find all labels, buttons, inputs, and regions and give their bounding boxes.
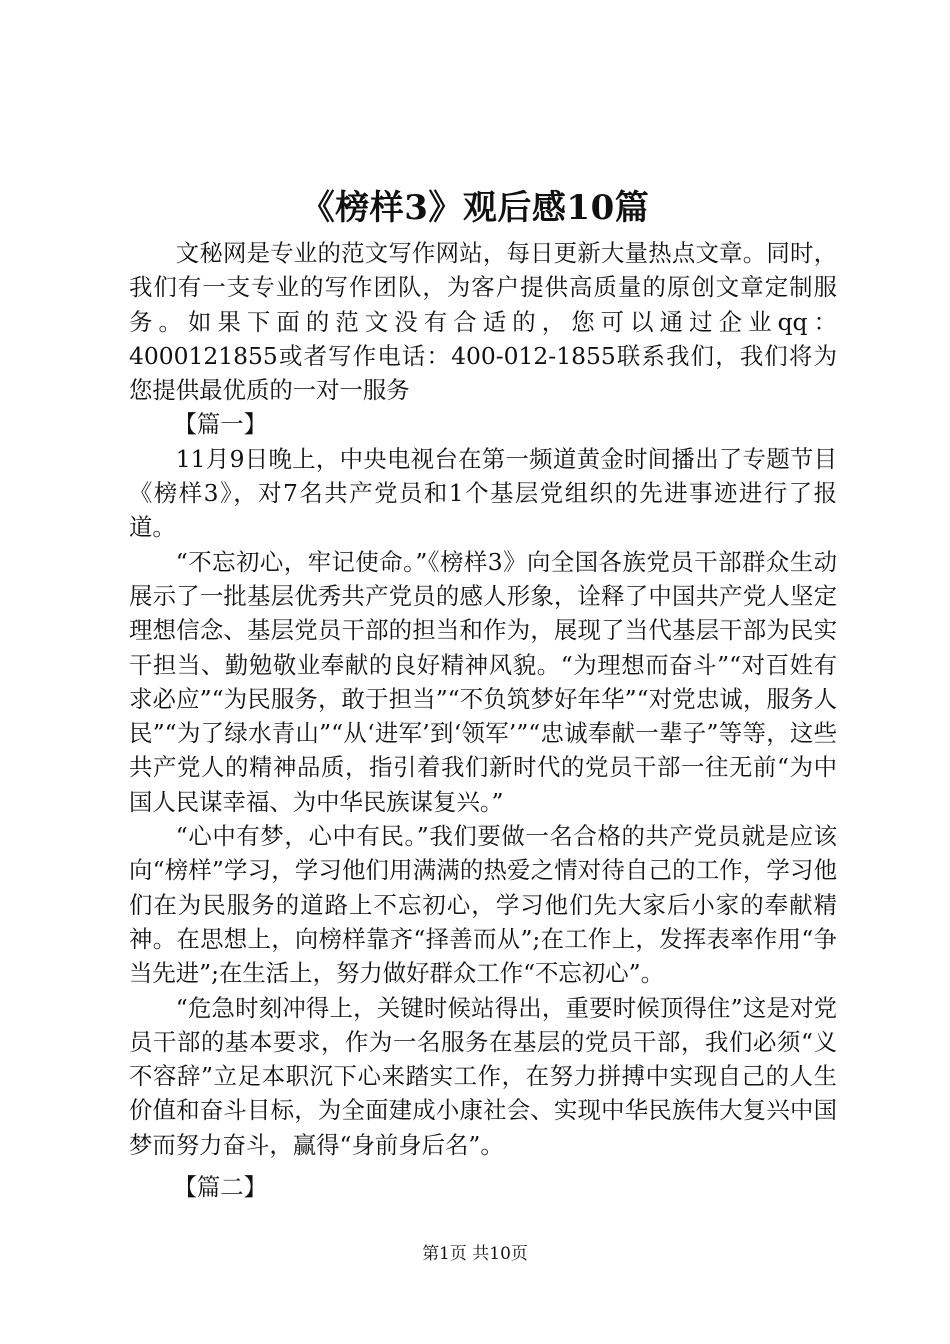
intro-paragraph: 文秘网是专业的范文写作网站，每日更新大量热点文章。同时，我们有一支专业的写作团队，为客户提供高质量的原创文章定制服务。如果下面的范文没有合适的，您可以通过企业qq：4000121855或者写作电话：400-012-1855联系我们，我们将为您提供最优质的一对一服务 [129, 239, 837, 405]
body-paragraph: 11月9日晚上，中央电视台在第一频道黄金时间播出了专题节目《榜样3》，对7名共产党员和1个基层党组织的先进事迹进行了报道。 [129, 444, 837, 542]
body-paragraph: “危急时刻冲得上，关键时候站得出，重要时候顶得住”这是对党员干部的基本要求，作为一名服务在基层的党员干部，我们必须“义不容辞”立足本职沉下心来踏实工作，在努力拼搏中实现自己的人生价值和奋斗目标，为全面建成小康社会、实现中华民族伟大复兴中国梦而努力奋斗，赢得“身前身后名”。 [129, 993, 837, 1159]
document-body [129, 236, 837, 1204]
section-heading-1: 【篇一】 [173, 410, 268, 439]
section-heading-2: 【篇二】 [173, 1173, 268, 1202]
body-paragraph: “心中有梦，心中有民。”我们要做一名合格的共产党员就是应该向“榜样”学习，学习他们用满满的热爱之情对待自己的工作，学习他们在为民服务的道路上不忘初心，学习他们先大家后小家的奉献精神。在思想上，向榜样靠齐“择善而从”;在工作上，发挥表率作用“争当先进”;在生活上，努力做好群众工作“不忘初心”。 [129, 822, 837, 988]
body-paragraph: “不忘初心，牢记使命。”《榜样3》向全国各族党员干部群众生动展示了一批基层优秀共产党员的感人形象，诠释了中国共产党人坚定理想信念、基层党员干部的担当和作为，展现了当代基层干部为民实干担当、勤勉敬业奉献的良好精神风貌。“为理想而奋斗”“对百姓有求必应”“为民服务，敢于担当”“不负筑梦好年华”“对党忠诚，服务人民”“为了绿水青山”“从‘进军’到‘领军’”“忠诚奉献一辈子”等等，这些共产党人的精神品质，指引着我们新时代的党员干部一往无前“为中国人民谋幸福、为中华民族谋复兴。” [129, 547, 837, 816]
document-title: 《榜样3》观后感10篇 [300, 188, 650, 228]
page-footer: 第1页 共10页 [422, 1244, 528, 1264]
